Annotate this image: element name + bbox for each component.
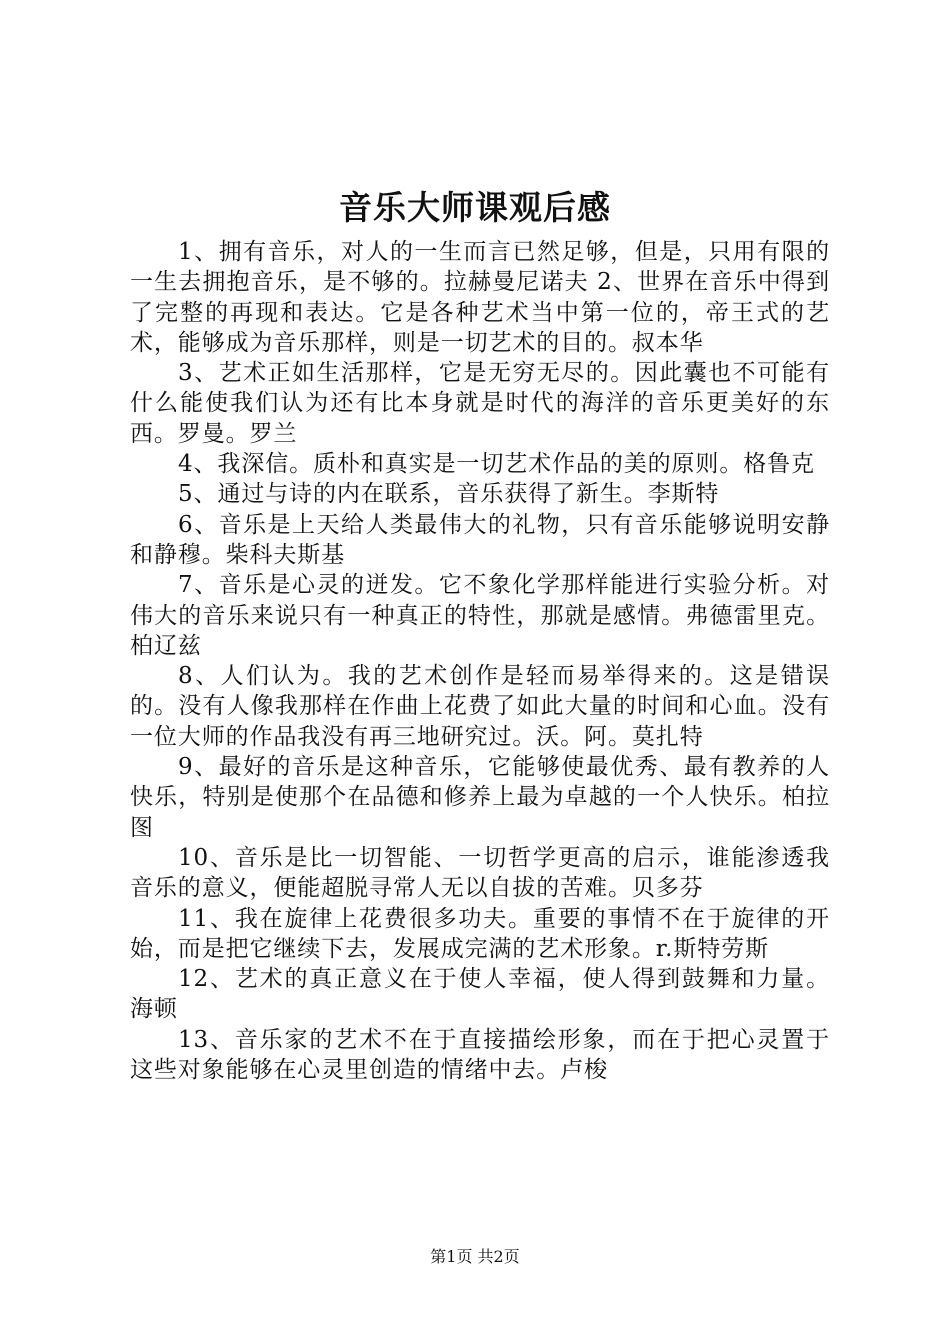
- page-number-footer: 第1页 共2页: [430, 1247, 520, 1266]
- paragraph-10: 10、音乐是比一切智能、一切哲学更高的启示，谁能渗透我音乐的意义，便能超脱寻常人无以自拔的苦难。贝多芬: [130, 844, 830, 902]
- paragraph-11: 11、我在旋律上花费很多功夫。重要的事情不在于旋律的开始，而是把它继续下去，发展成完满的艺术形象。r.斯特劳斯: [130, 905, 830, 962]
- paragraph-12: 12、艺术的真正意义在于使人幸福，使人得到鼓舞和力量。海顿: [130, 966, 830, 1023]
- paragraph-5: 5、通过与诗的内在联系，音乐获得了新生。李斯特: [178, 481, 720, 508]
- paragraph-4: 4、我深信。质朴和真实是一切艺术作品的美的原则。格鲁克: [178, 451, 815, 478]
- paragraph-3: 3、艺术正如生活那样，它是无穷无尽的。因此囊也不可能有什么能使我们认为还有比本身就是时代的海洋的音乐更美好的东西。罗曼。罗兰: [130, 360, 830, 447]
- paragraph-13: 13、音乐家的艺术不在于直接描绘形象，而在于把心灵置于这些对象能够在心灵里创造的情绪中去。卢梭: [130, 1026, 830, 1084]
- document-body: [130, 237, 830, 1085]
- paragraph-1: 1、拥有音乐，对人的一生而言已然足够，但是，只用有限的一生去拥抱音乐，是不够的。拉赫曼尼诺夫 2、世界在音乐中得到了完整的再现和表达。它是各种艺术当中第一位的，帝王式的艺术，能够成为音乐那样，则是一切艺术的目的。叔本华: [130, 239, 830, 356]
- paragraph-7: 7、音乐是心灵的迸发。它不象化学那样能进行实验分析。对伟大的音乐来说只有一种真正的特性，那就是感情。弗德雷里克。柏辽兹: [130, 572, 830, 659]
- document-title: 音乐大师课观后感: [339, 188, 611, 227]
- paragraph-9: 9、最好的音乐是这种音乐，它能够使最优秀、最有教养的人快乐，特别是使那个在品德和修养上最为卓越的一个人快乐。柏拉图: [130, 754, 830, 841]
- paragraph-6: 6、音乐是上天给人类最伟大的礼物，只有音乐能够说明安静和静穆。柴科夫斯基: [130, 511, 830, 568]
- paragraph-8: 8、人们认为。我的艺术创作是轻而易举得来的。这是错误的。没有人像我那样在作曲上花费了如此大量的时间和心血。没有一位大师的作品我没有再三地研究过。沃。阿。莫扎特: [130, 663, 830, 750]
